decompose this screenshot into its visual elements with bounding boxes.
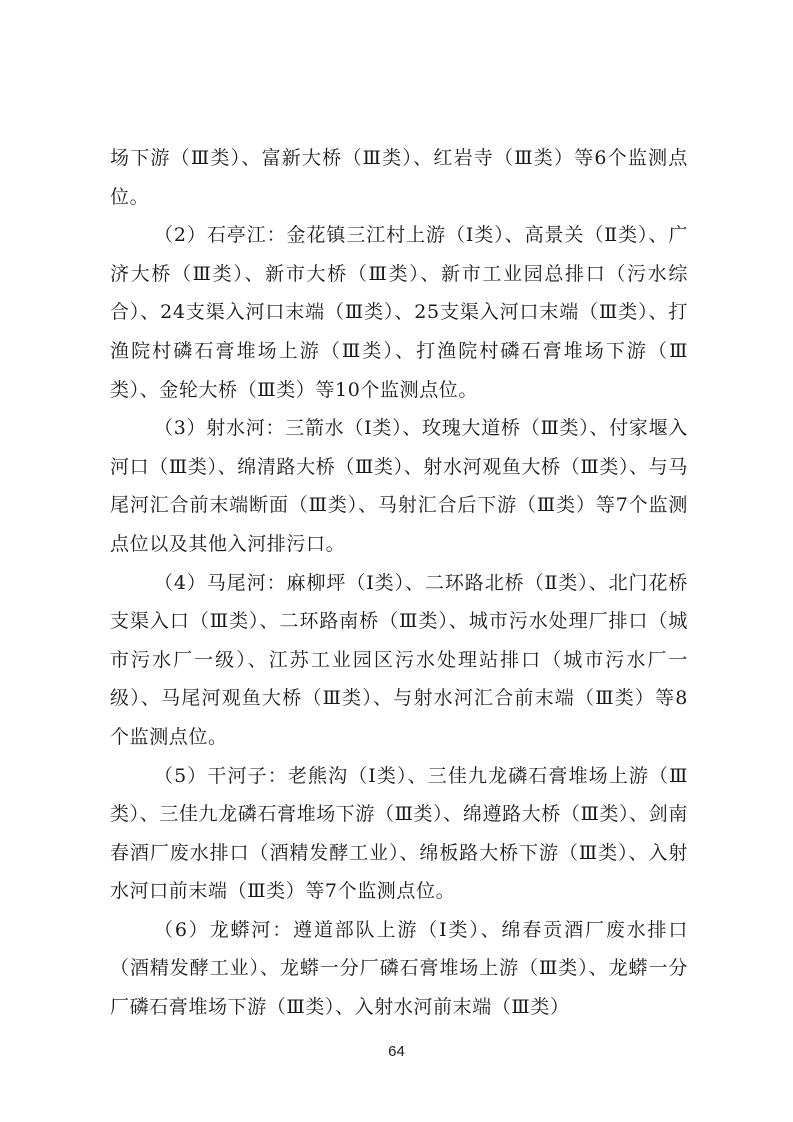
paragraph-continued: 场下游（Ⅲ类）、富新大桥（Ⅲ类）、红岩寺（Ⅲ类）等6个监测点位。 [110,147,688,208]
paragraph-sheshuihe: （3）射水河：三箭水（Ⅰ类）、玫瑰大道桥（Ⅲ类）、付家堰入河口（Ⅲ类）、绵清路大桥（Ⅲ类）、射水河观鱼大桥（Ⅲ类）、与马尾河汇合前末端断面（Ⅲ类）、马射汇合后下游（Ⅲ类）等7个监测点位以及其他入河排污口。 [110,417,688,555]
paragraph-maweihe: （4）马尾河：麻柳坪（Ⅰ类）、二环路北桥（Ⅱ类）、北门花桥支渠入口（Ⅲ类）、二环路南桥（Ⅲ类）、城市污水处理厂排口（城市污水厂一级）、江苏工业园区污水处理站排口（城市污水厂一级）、马尾河观鱼大桥（Ⅲ类）、与射水河汇合前末端（Ⅲ类）等8个监测点位。 [110,571,688,748]
page-number: 64 [388,1043,405,1060]
paragraph-ganhezi: （5）干河子：老熊沟（Ⅰ类）、三佳九龙磷石膏堆场上游（Ⅲ类）、三佳九龙磷石膏堆场下游（Ⅲ类）、绵遵路大桥（Ⅲ类）、剑南春酒厂废水排口（酒精发酵工业）、绵板路大桥下游（Ⅲ类）、入射水河口前末端（Ⅲ类）等7个监测点位。 [110,764,688,903]
paragraph-longmanghe: （6）龙蟒河：遵道部队上游（Ⅰ类）、绵春贡酒厂废水排口（酒精发酵工业）、龙蟒一分厂磷石膏堆场上游（Ⅲ类）、龙蟒一分厂磷石膏堆场下游（Ⅲ类）、入射水河前末端（Ⅲ类） [110,918,688,1019]
paragraph-shitingjiang: （2）石亭江：金花镇三江村上游（Ⅰ类）、高景关（Ⅱ类）、广济大桥（Ⅲ类）、新市大桥（Ⅲ类）、新市工业园总排口（污水综合）、24支渠入河口末端（Ⅲ类）、25支渠入河口末端（Ⅲ类）、打渔院村磷石膏堆场上游（Ⅲ类）、打渔院村磷石膏堆场下游（Ⅲ类）、金轮大桥（Ⅲ类）等10个监测点位。 [110,224,688,401]
document-body [110,139,688,1027]
